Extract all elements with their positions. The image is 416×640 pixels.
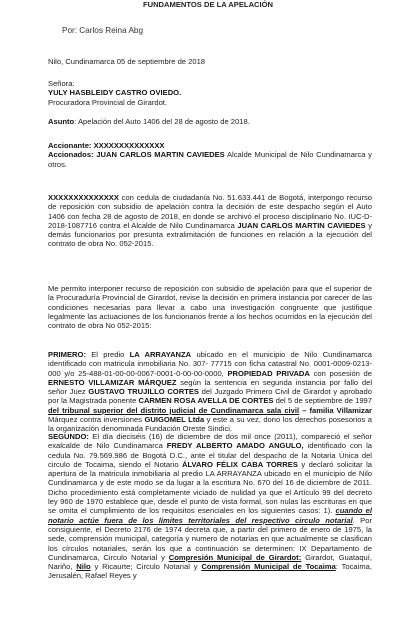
intro-paragraph: XXXXXXXXXXXXXX con cedula de ciudadanía No. 51.633.441 de Bogotá, interpongo recurso de reposición con subsidio de apelación contra la decisión de este despacho según el Auto 1406 con fecha 28 de agosto de 2018, en donde se archivó el proceso disciplinario No. IUC-D-2018-1087716 contra el Alcalde de Nilo Cundinamarca JUAN CARLOS MARTIN CAVIEDES y demás funcionarios por presunta extralimitación de funciones en relación a la ejecución del contrato de obra No. 052-2015. xyxy=(48,193,372,249)
plaintiff-line: Accionante: XXXXXXXXXXXXXX xyxy=(48,141,165,150)
addressee-block xyxy=(48,79,372,107)
appeal-paragraph: Me permito interponer recurso de reposición con subsidio de apelación para que el superior de la Procuraduría Provincial de Girardot, revise la decisión en primera instancia por carecer de las condiciones necesarias para llevar a cabo una investigación congruente que justifique legalmente las actuaciones de los funcionarios frente a los hechos ocurridos en la ejecución del contrato de obra No 052-2015: xyxy=(48,284,372,331)
subject-text: : Apelación del Auto 1406 del 28 de agosto de 2018. xyxy=(74,117,250,126)
primero-paragraph: PRIMERO: El predio LA ARRAYANZA ubicado en el municipio de Nilo Cundinamarca identificado con matricula inmobiliaria No. 307- 77715 con ficha catastral No. 0001-0009-0213-000 y/o 25-488-01-00-00-0067-0001-0-00-00-0000, PROPIEDAD PRIVADA con posesión de ERNESTO VILLAMIZAR MÁRQUEZ según la sentencia en segunda instancia por fallo del señor Juez GUSTAVO TRUJILLO CORTES del Juzgado Primero Civil de Girardot y aprobado por la Magistrada ponente CARMEN ROSA AVELLA DE CORTES del 5 de septiembre de 1997 del tribunal superior del distrito judicial de Cundinamarca sala civil – familia Villamizar Márquez contra inversiones GUIGOMEL Ltda y este a su vez, dono los derechos posesorios a la organización denominada Fundación Oreste Sindici. xyxy=(48,350,373,434)
segundo-paragraph: SEGUNDO: El día dieciséis (16) de diciembre de dos mil once (2011), compareció el señor exalcalde de Nilo Cundinamarca FREDY ALBERTO AMADO ANGULO, identificado con la cedula No. 79.569.986 de Bogotá D.C., ante el titular del despacho de la Notaria Única del circulo de Tocaima, siendo el Notario ÁLVARO FÉLIX CABA TORRES y declaró solicitar la apertura de la matricula inmobiliaria al predio LA ARRAYANZA ubicado en el municipio de Nilo Cundinamarca y de este modo se da lugar a la escritura No. 670 del 16 de diciembre de 2011. Dicho procedimiento está completamente viciado de nulidad ya que el Artículo 99 del decreto ley 960 de 1970 establece que, desde el punto de vista formal, son nulas las escrituras en que se omita el cumplimiento de los requisitos esenciales en los siguientes casos: 1). cuando el notario actúe fuera de los limites territoriales del respectivo circulo notarial. Por consiguiente, el Decreto 2176 de 1974 decreta que, a partir del primero de enero de 1975, la sede, comprensión municipal, categoría y numero de notarías en que actualmente se clasifican los círculos notariales, serán los que a continuación se determinen: IX Departamento de Cundinamarca, Circulo Notarial y Compresión Municipal de Girardot: Girardot, Guataquí, Nariño, Nilo y Ricaurte; Circulo Notarial y Comprensión Municipal de Tocaima: Tocaima, Jerusalén, Rafael Reyes y xyxy=(48,432,373,581)
subject-line xyxy=(48,117,372,126)
parties-block xyxy=(48,141,372,169)
author-line: Por: Carlos Reina Abg xyxy=(62,26,144,35)
subject-label: Asunto xyxy=(48,117,75,126)
addressee-name: YULY HASBLEIDY CASTRO OVIEDO. xyxy=(48,88,182,98)
salutation: Señora: xyxy=(48,79,75,88)
addressee-title: Procuradora Provincial de Girardot. xyxy=(48,97,168,107)
section-heading: FUNDAMENTOS DE LA APELACIÓN xyxy=(142,0,274,9)
defendants-line: Accionados: JUAN CARLOS MARTIN CAVIEDES Alcalde Municipal de Nilo Cundinamarca y otros. xyxy=(48,150,372,169)
date-line: Nilo, Cundinamarca 05 de septiembre de 2018 xyxy=(48,57,206,66)
